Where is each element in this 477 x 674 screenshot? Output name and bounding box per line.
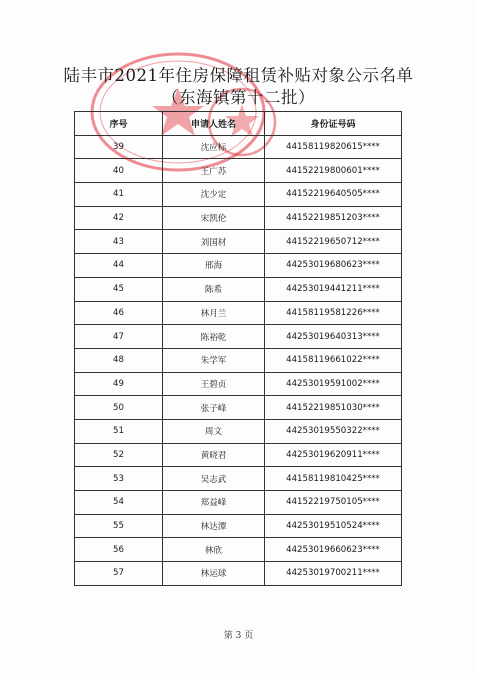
cell-id-number: 44158119810425**** bbox=[265, 467, 402, 491]
table-row bbox=[75, 514, 402, 538]
cell-id-number: 44152219800601**** bbox=[265, 159, 402, 183]
table-row bbox=[75, 372, 402, 396]
header-serial: 序号 bbox=[75, 112, 163, 136]
cell-applicant-name: 黄晓君 bbox=[163, 443, 265, 467]
cell-serial: 45 bbox=[75, 277, 163, 301]
cell-applicant-name: 林月兰 bbox=[163, 301, 265, 325]
table-body bbox=[75, 135, 402, 585]
table-header-row bbox=[75, 112, 402, 136]
cell-serial: 54 bbox=[75, 491, 163, 515]
cell-applicant-name: 周文 bbox=[163, 419, 265, 443]
cell-applicant-name: 王碧贞 bbox=[163, 372, 265, 396]
cell-serial: 46 bbox=[75, 301, 163, 325]
cell-applicant-name: 沈应标 bbox=[163, 135, 265, 159]
header-id-number: 身份证号码 bbox=[265, 112, 402, 136]
recipient-table bbox=[74, 111, 402, 586]
cell-serial: 57 bbox=[75, 562, 163, 586]
table-row bbox=[75, 491, 402, 515]
cell-applicant-name: 陈裕乾 bbox=[163, 325, 265, 349]
cell-id-number: 44253019660623**** bbox=[265, 538, 402, 562]
table-row bbox=[75, 183, 402, 207]
table-row bbox=[75, 538, 402, 562]
table-row bbox=[75, 348, 402, 372]
cell-serial: 43 bbox=[75, 230, 163, 254]
cell-serial: 55 bbox=[75, 514, 163, 538]
cell-applicant-name: 吴志武 bbox=[163, 467, 265, 491]
cell-serial: 47 bbox=[75, 325, 163, 349]
cell-id-number: 44253019591002**** bbox=[265, 372, 402, 396]
cell-id-number: 44253019640313**** bbox=[265, 325, 402, 349]
cell-applicant-name: 刘国材 bbox=[163, 230, 265, 254]
cell-id-number: 44158119661022**** bbox=[265, 348, 402, 372]
cell-serial: 53 bbox=[75, 467, 163, 491]
cell-serial: 44 bbox=[75, 254, 163, 278]
cell-serial: 56 bbox=[75, 538, 163, 562]
cell-serial: 48 bbox=[75, 348, 163, 372]
cell-id-number: 44253019620911**** bbox=[265, 443, 402, 467]
document-title: 陆丰市2021年住房保障租赁补贴对象公示名单 bbox=[63, 66, 414, 85]
cell-applicant-name: 林欣 bbox=[163, 538, 265, 562]
cell-applicant-name: 郑益峰 bbox=[163, 491, 265, 515]
cell-applicant-name: 陈希 bbox=[163, 277, 265, 301]
cell-id-number: 44158119820615**** bbox=[265, 135, 402, 159]
header-name: 申请人姓名 bbox=[163, 112, 265, 136]
table-row bbox=[75, 135, 402, 159]
table-row bbox=[75, 254, 402, 278]
cell-serial: 39 bbox=[75, 135, 163, 159]
table-row bbox=[75, 277, 402, 301]
table-row bbox=[75, 562, 402, 586]
table-row bbox=[75, 230, 402, 254]
cell-id-number: 44158119581226**** bbox=[265, 301, 402, 325]
cell-applicant-name: 张子峰 bbox=[163, 396, 265, 420]
cell-id-number: 44152219640505**** bbox=[265, 183, 402, 207]
table-row bbox=[75, 159, 402, 183]
cell-id-number: 44253019700211**** bbox=[265, 562, 402, 586]
cell-applicant-name: 沈少定 bbox=[163, 183, 265, 207]
cell-applicant-name: 宋凯伦 bbox=[163, 206, 265, 230]
cell-id-number: 44152219851203**** bbox=[265, 206, 402, 230]
document-subtitle: （东海镇第十二批） bbox=[162, 88, 315, 107]
cell-applicant-name: 王广苏 bbox=[163, 159, 265, 183]
cell-applicant-name: 邢海 bbox=[163, 254, 265, 278]
cell-applicant-name: 林达潭 bbox=[163, 514, 265, 538]
cell-id-number: 44253019510524**** bbox=[265, 514, 402, 538]
cell-id-number: 44152219750105**** bbox=[265, 491, 402, 515]
cell-serial: 42 bbox=[75, 206, 163, 230]
cell-id-number: 44152219851030**** bbox=[265, 396, 402, 420]
cell-serial: 49 bbox=[75, 372, 163, 396]
page-number: 第 3 页 bbox=[223, 631, 254, 641]
cell-serial: 41 bbox=[75, 183, 163, 207]
cell-id-number: 44152219650712**** bbox=[265, 230, 402, 254]
table-row bbox=[75, 467, 402, 491]
table-row bbox=[75, 301, 402, 325]
cell-id-number: 44253019680623**** bbox=[265, 254, 402, 278]
table-row bbox=[75, 206, 402, 230]
cell-applicant-name: 林运球 bbox=[163, 562, 265, 586]
table-row bbox=[75, 419, 402, 443]
table-row bbox=[75, 443, 402, 467]
table-row bbox=[75, 325, 402, 349]
cell-serial: 50 bbox=[75, 396, 163, 420]
cell-serial: 52 bbox=[75, 443, 163, 467]
cell-serial: 51 bbox=[75, 419, 163, 443]
cell-id-number: 44253019550322**** bbox=[265, 419, 402, 443]
cell-applicant-name: 朱学军 bbox=[163, 348, 265, 372]
table-row bbox=[75, 396, 402, 420]
cell-serial: 40 bbox=[75, 159, 163, 183]
cell-id-number: 44253019441211**** bbox=[265, 277, 402, 301]
